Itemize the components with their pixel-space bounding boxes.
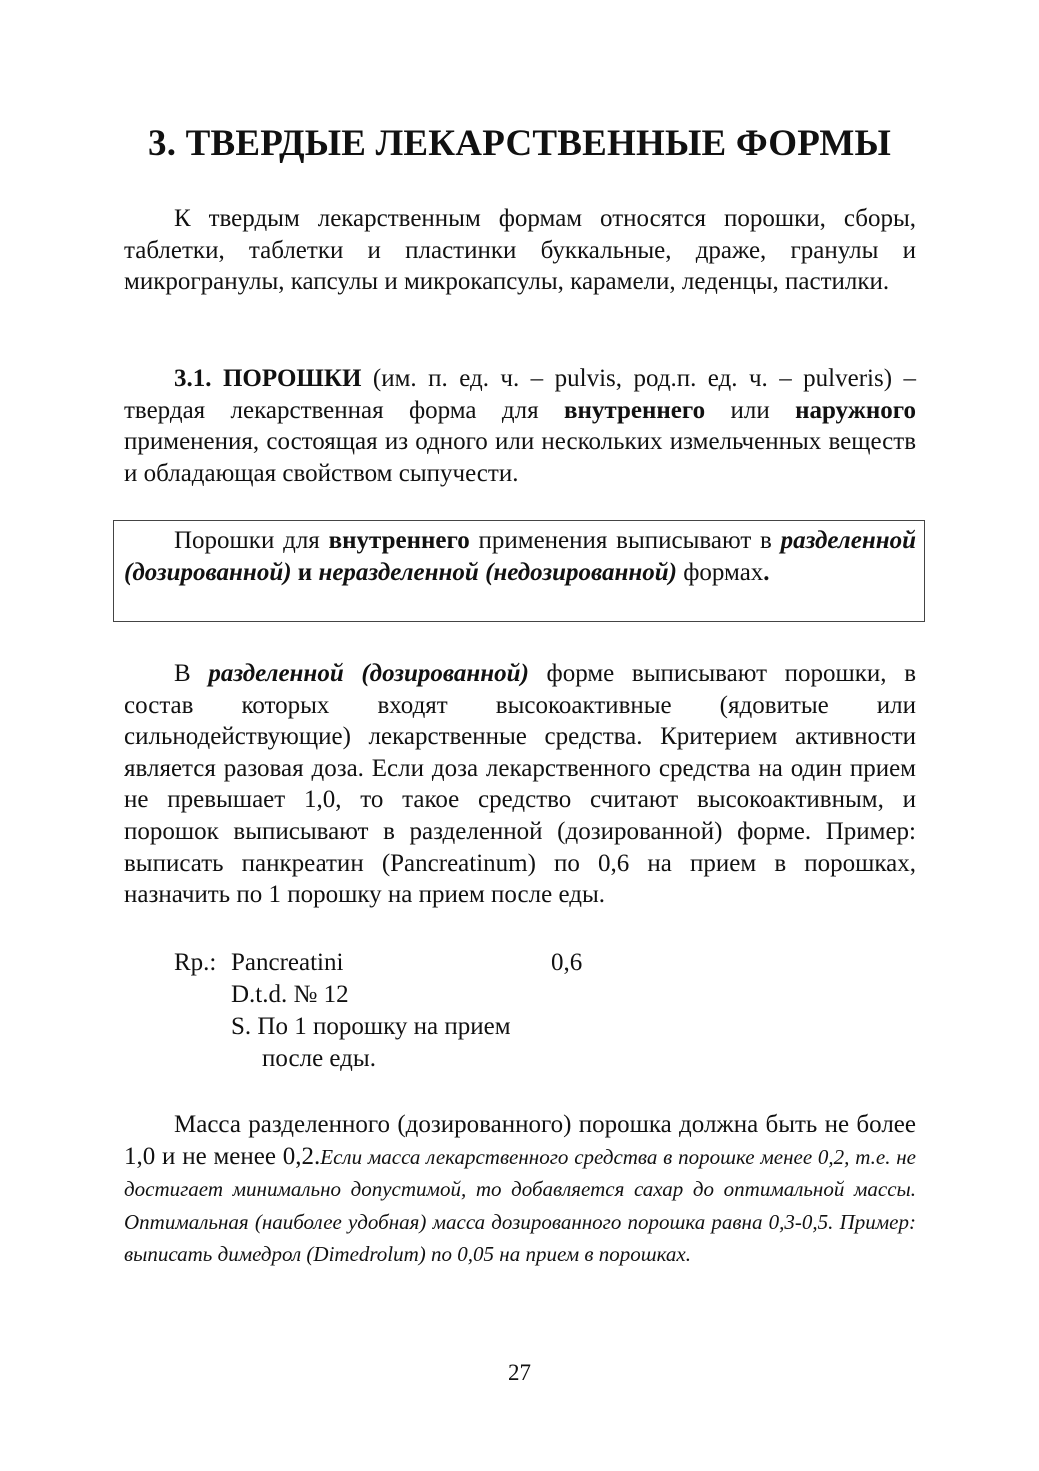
mass-text-italic: Если масса лекарственного средства в порошке менее 0,2, т.е. не достигает минимально допустимой, то добавляется сахар до оптимальной массы. Оптимальная (наиболее удобная) масса дозированного порошка равна 0,3-0,5. Пример: выписать димедрол (Dimedrolum) по 0,05 на прием в порошках. — [124, 1144, 916, 1267]
box-and-text: и — [291, 558, 319, 586]
intro-paragraph: К твердым лекарственным формам относятся порошки, сборы, таблетки, таблетки и пластинки буккальные, драже, гранулы и микрогранулы, капсулы и микрокапсулы, карамели, леденцы, пастилки. — [124, 205, 916, 296]
latin-names-text: (им. п. ед. ч. – pulvis, род.п. ед. ч. – pulveris) – твердая лекарственная форма для — [124, 365, 917, 424]
section-heading: 3.1. ПОРОШКИ — [174, 365, 362, 392]
box-divided-term: разделенной (дозированной) — [124, 527, 916, 586]
box-dot: . — [763, 558, 770, 586]
box-undivided-term: неразделенной (недозированной) — [318, 558, 677, 586]
mass-paragraph — [124, 1109, 916, 1271]
prescription-dtd: D.t.d. № 12 — [231, 981, 349, 1008]
box-text-1: Порошки для — [174, 527, 329, 554]
highlight-box-paragraph — [124, 525, 916, 588]
internal-term: внутреннего — [563, 396, 706, 424]
divided-term: разделенной (дозированной) — [208, 660, 529, 687]
page-number: 27 — [508, 1360, 531, 1385]
mass-text-regular: Масса разделенного (дозированного) порошка должна быть не более 1,0 и не менее 0,2. — [124, 1111, 916, 1170]
powders-definition-paragraph — [124, 363, 916, 489]
divided-text-rest: форме выписывают порошки, в состав которых входят высокоактивные (ядовитые или сильнодействующие) лекарственные средства. Критерием активности является разовая доза. Если доза лекарственного средства на один прием не превышает 1,0, то такое средство считают высокоактивным, и порошок выписывают в разделенной (дозированной) форме. Пример: выписать панкреатин (Pancreatinum) по 0,6 на прием в порошках, назначить по 1 порошку на прием после еды. — [124, 660, 916, 909]
prescription-drug: Pancreatini — [231, 949, 344, 976]
divided-form-paragraph — [124, 658, 916, 911]
prescription-signa-line-2: после еды. — [262, 1045, 376, 1072]
box-internal-term: внутреннего — [328, 527, 470, 554]
prescription-signa-line-1: S. По 1 порошку на прием — [231, 1013, 511, 1040]
or-text: или — [705, 396, 796, 424]
definition-rest-text: применения, состоящая из одного или нескольких измельченных веществ и обладающая свойством сыпучести. — [124, 428, 916, 487]
prescription-label: Rp.: — [174, 949, 217, 976]
divided-text-1: В — [174, 660, 209, 687]
box-text-2: применения выписывают в — [469, 527, 781, 554]
box-text-3: формах — [676, 558, 764, 586]
prescription-dose: 0,6 — [551, 949, 583, 976]
chapter-title: 3. ТВЕРДЫЕ ЛЕКАРСТВЕННЫЕ ФОРМЫ — [148, 123, 891, 164]
external-term: наружного — [795, 396, 916, 424]
